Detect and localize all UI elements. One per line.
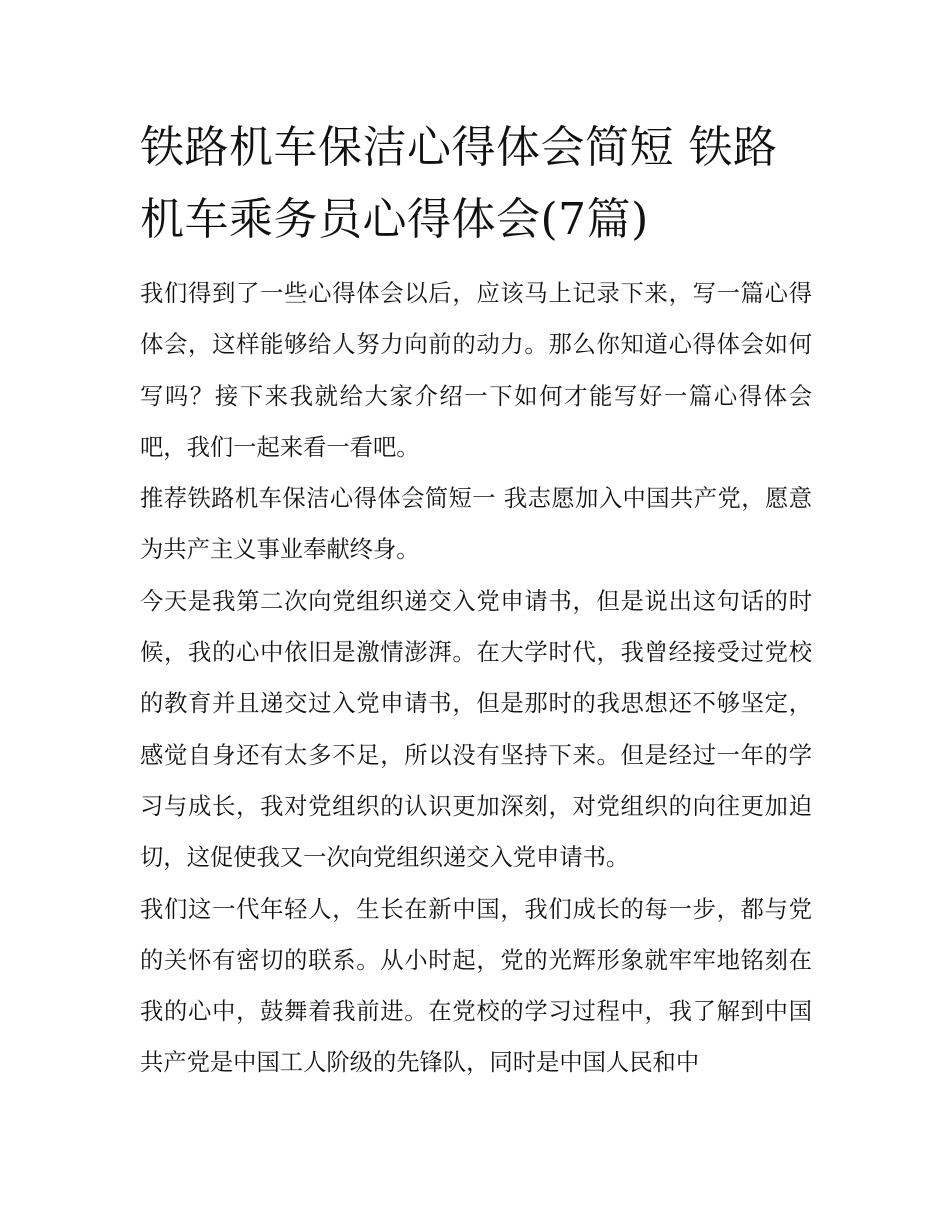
paragraph-intro: 我们得到了一些心得体会以后，应该马上记录下来，写一篇心得体会，这样能够给人努力向前的动力。那么你知道心得体会如何写吗？接下来我就给大家介绍一下如何才能写好一篇心得体会吧，我们一起来看一看吧。: [140, 280, 812, 461]
paragraph-young-generation: 我们这一代年轻人，生长在新中国，我们成长的每一步，都与党的关怀有密切的联系。从小时起，党的光辉形象就牢牢地铭刻在我的心中，鼓舞着我前进。在党校的学习过程中，我了解到中国共产党是中国工人阶级的先锋队，同时是中国人民和中: [140, 895, 812, 1077]
paragraph-recommendation: 推荐铁路机车保洁心得体会简短一 我志愿加入中国共产党，愿意为共产主义事业奉献终身。: [140, 485, 812, 564]
paragraph-second-application: 今天是我第二次向党组织递交入党申请书，但是说出这句话的时候，我的心中依旧是激情澎湃。在大学时代，我曾经接受过党校的教育并且递交过入党申请书，但是那时的我思想还不够坚定，感觉自身还有太多不足，所以没有坚持下来。但是经过一年的学习与成长，我对党组织的认识更加深刻，对党组织的向往更加迫切，这促使我又一次向党组织递交入党申请书。: [140, 587, 812, 872]
document-title: 铁路机车保洁心得体会简短 铁路机车乘务员心得体会(7篇): [140, 122, 778, 245]
document-body: [140, 112, 812, 1089]
